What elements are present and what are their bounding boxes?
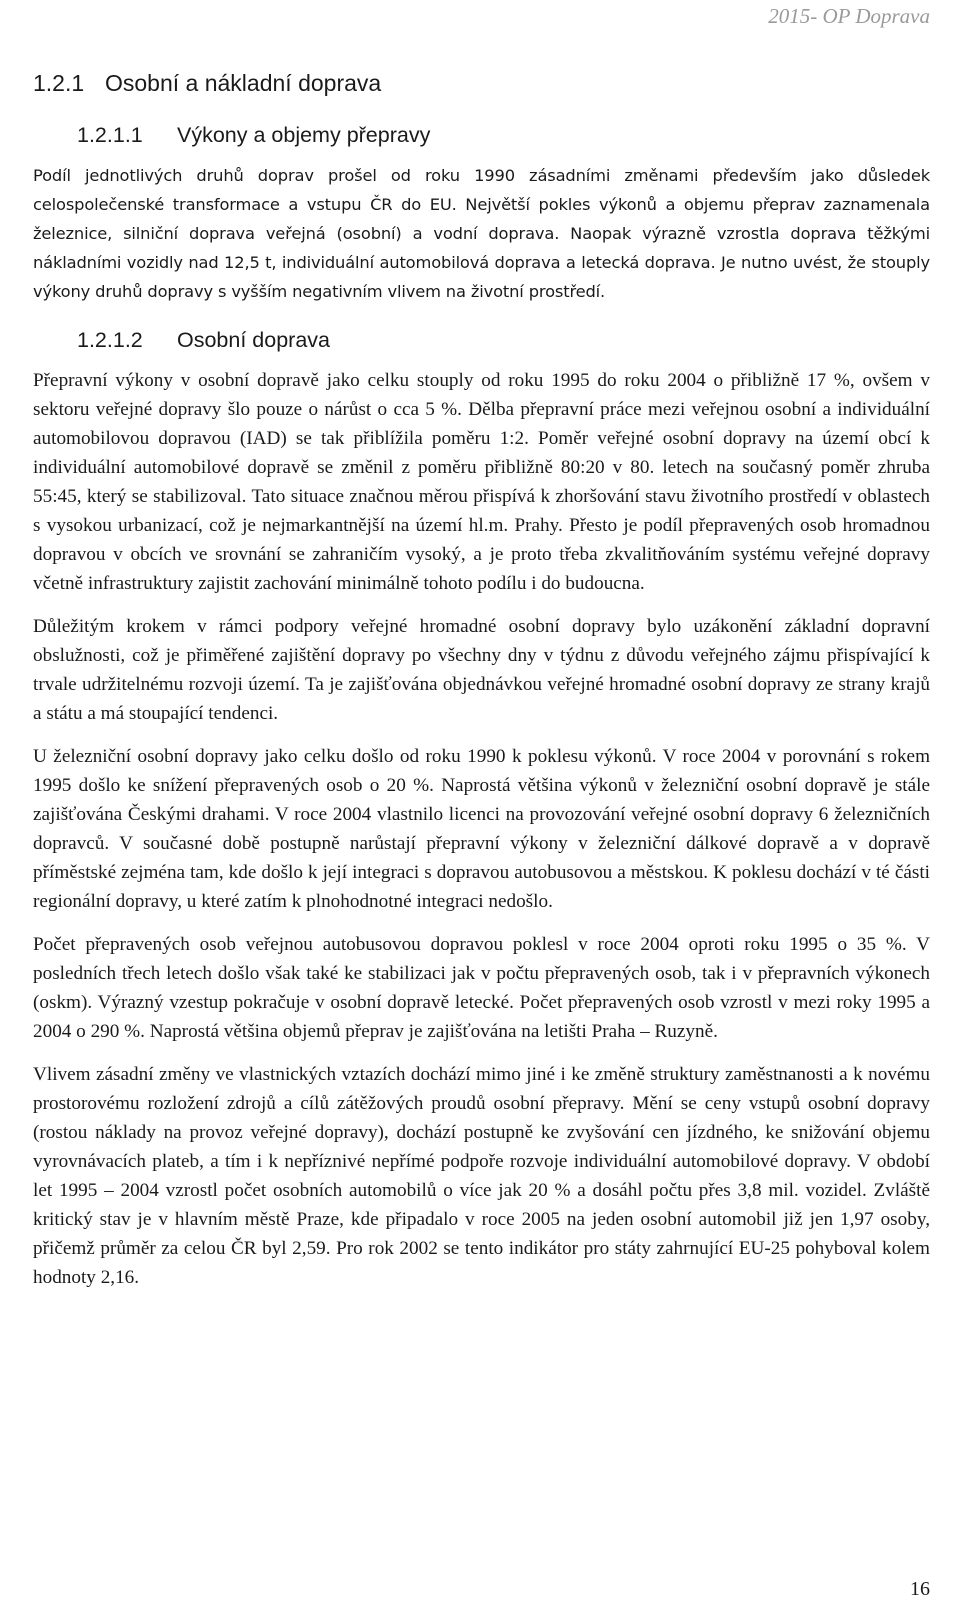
subsection-heading-1 bbox=[77, 123, 930, 148]
paragraph-transport-performance: Přepravní výkony v osobní dopravě jako celku stouply od roku 1995 do roku 2004 o přibližně 17 %, ovšem v sektoru veřejné dopravy šlo pouze o nárůst o cca 5 %. Dělba přepravní práce mezi veřejnou osobní a individuální automobilovou dopravou (IAD) se tak přiblížila poměru 1:2. Poměr veřejné osobní dopravy na území obcí k individuální automobilové dopravě se změnil z poměru přibližně 80:20 v 80. letech na současný poměr zhruba 55:45, který se stabilizoval. Tato situace značnou měrou přispívá k zhoršování stavu životního prostředí v oblastech s vysokou urbanizací, což je nejmarkantnější na území hl.m. Prahy. Přesto je podíl přepravených osob hromadnou dopravou v obcích ve srovnání se zahraničím vysoký, a je proto třeba zkvalitňováním systému veřejné dopravy včetně infrastruktury zajistit zachování minimálně tohoto podílu i do budoucna. bbox=[33, 370, 930, 594]
section-title: Osobní a nákladní doprava bbox=[105, 70, 382, 96]
paragraph-rail-transport: U železniční osobní dopravy jako celku došlo od roku 1990 k poklesu výkonů. V roce 2004 v porovnání s rokem 1995 došlo ke snížení přepravených osob o 20 %. Naprostá většina výkonů v železniční osobní dopravě je stále zajišťována Českými drahami. V roce 2004 vlastnilo licenci na provozování veřejné osobní dopravy 6 železničních dopravců. V současné době postupně narůstají přepravní výkony v železniční dálkové dopravě a v dopravě příměstské zejména tam, kde došlo k její integraci s dopravou autobusovou a městskou. K poklesu dochází v té části regionální dopravy, u které zatím k plnohodnotné integraci nedošlo. bbox=[33, 746, 930, 912]
paragraph-basic-service: Důležitým krokem v rámci podpory veřejné hromadné osobní dopravy bylo uzákonění základní dopravní obslužnosti, což je přiměřené zajištění dopravy po všechny dny v týdnu z důvodu veřejného zájmu přispívající k trvale udržitelnému rozvoji území. Ta je zajišťována objednávkou veřejné hromadné osobní dopravy ze strany krajů a státu a má stoupající tendenci. bbox=[33, 616, 930, 724]
paragraph-performance: Podíl jednotlivých druhů doprav prošel od roku 1990 zásadními změnami především jako důsledek celospolečenské transformace a vstupu ČR do EU. Největší pokles výkonů a objemu přeprav zaznamenala železnice, silniční doprava veřejná (osobní) a vodní doprava. Naopak výrazně vzrostla doprava těžkými nákladními vozidly nad 12,5 t, individuální automobilová doprava a letecká doprava. Je nutno uvést, že stouply výkony druhů dopravy s vyšším negativním vlivem na životní prostředí. bbox=[33, 166, 930, 301]
section-heading bbox=[33, 70, 930, 97]
paragraph-ownership-changes: Vlivem zásadní změny ve vlastnických vztazích dochází mimo jiné i ke změně struktury zaměstnanosti a k novému prostorovému rozložení zdrojů a cílů zátěžových proudů osobní přepravy. Mění se ceny vstupů osobní dopravy (rostou náklady na provoz veřejné dopravy), dochází postupně ke zvyšování cen jízdného, ke snižování objemu vyrovnávacích plateb, a tím i k nepříznivé nepřímé podpoře rozvoje individuální automobilové dopravy. V období let 1995 – 2004 vzrostl počet osobních automobilů o více jak 20 % a dosáhl počtu přes 3,8 mil. vozidel. Zvláště kritický stav je v hlavním městě Praze, kde připadalo v roce 2005 na jeden osobní automobil již jen 1,97 osoby, přičemž průměr za celou ČR byl 2,59. Pro rok 2002 se tento indikátor pro státy zahrnující EU-25 pohyboval kolem hodnoty 2,16. bbox=[33, 1064, 930, 1288]
subsection-heading-2 bbox=[77, 328, 930, 353]
subsection-number-2: 1.2.1.2 bbox=[77, 328, 143, 352]
section-number: 1.2.1 bbox=[33, 70, 85, 96]
subsection-title-1: Výkony a objemy přepravy bbox=[177, 123, 431, 147]
document-body bbox=[33, 70, 930, 1306]
subsection-title-2: Osobní doprava bbox=[177, 328, 330, 352]
running-header: 2015- OP Doprava bbox=[768, 4, 930, 28]
paragraph-bus-air-transport: Počet přepravených osob veřejnou autobusovou dopravou poklesl v roce 2004 oproti roku 1995 o 35 %. V posledních třech letech došlo však také ke stabilizaci jak v počtu přepravených osob, tak i v přepravních výkonech (oskm). Výrazný vzestup pokračuje v osobní dopravě letecké. Počet přepravených osob vzrostl v mezi roky 1995 a 2004 o 290 %. Naprostá většina objemů přeprav je zajišťována na letišti Praha – Ruzyně. bbox=[33, 934, 930, 1042]
page-number: 16 bbox=[910, 1578, 930, 1600]
subsection-number-1: 1.2.1.1 bbox=[77, 123, 143, 147]
